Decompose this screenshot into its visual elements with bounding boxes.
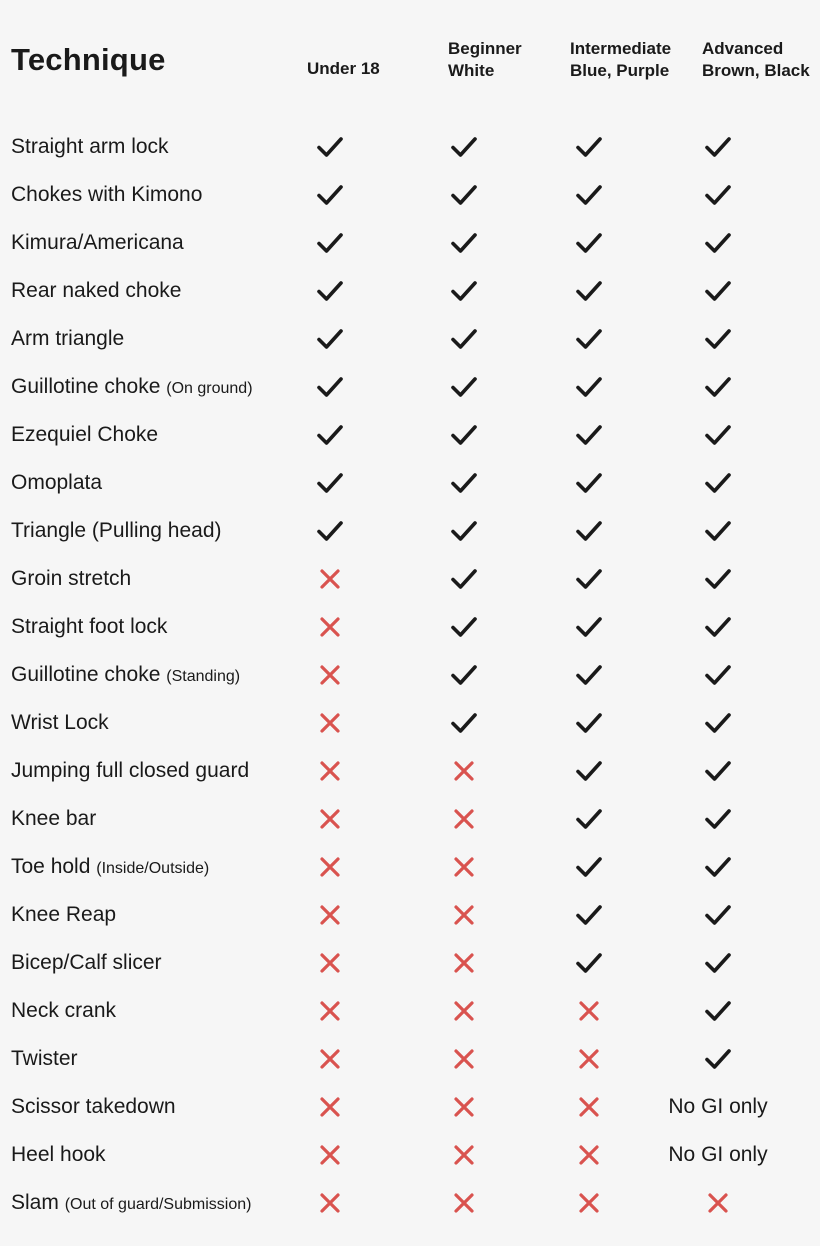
cross-icon [434,987,494,1035]
check-icon [434,171,494,219]
check-icon [300,363,360,411]
cross-icon [559,1179,619,1227]
table-row [0,939,820,987]
technique-label [11,615,167,639]
check-icon [559,171,619,219]
column-header-advanced [702,38,810,82]
check-icon [559,363,619,411]
table-row [0,1131,820,1179]
check-icon [638,891,798,939]
check-icon [434,219,494,267]
check-icon [559,939,619,987]
table-row [0,795,820,843]
cross-icon [434,843,494,891]
technique-name: Wrist Lock [11,711,109,734]
cross-icon [300,1083,360,1131]
technique-label [11,327,124,351]
check-icon [300,219,360,267]
column-header-line: Intermediate [570,39,672,58]
technique-label [11,567,131,591]
table-row [0,699,820,747]
check-icon [638,987,798,1035]
check-icon [300,507,360,555]
check-icon [300,411,360,459]
cross-icon [434,795,494,843]
cell-text [638,1083,798,1131]
check-icon [638,555,798,603]
table-row [0,987,820,1035]
cross-icon [300,747,360,795]
table-row [0,459,820,507]
table-row [0,1179,820,1227]
check-icon [638,315,798,363]
table-row [0,555,820,603]
cross-icon [559,987,619,1035]
check-icon [638,1035,798,1083]
technique-name: Toe hold [11,855,91,878]
table-row [0,603,820,651]
cross-icon [300,699,360,747]
check-icon [638,795,798,843]
technique-name: Kimura/Americana [11,231,184,254]
technique-name: Heel hook [11,1143,106,1166]
check-icon [559,411,619,459]
table-row [0,315,820,363]
check-icon [638,939,798,987]
cross-icon [300,843,360,891]
technique-name: Groin stretch [11,567,132,590]
check-icon [638,363,798,411]
technique-name: Guillotine choke [11,663,161,686]
check-icon [434,123,494,171]
technique-label [11,951,162,975]
cell-text-value: No GI only [668,1095,768,1118]
technique-name: Straight foot lock [11,615,168,638]
cross-icon [300,891,360,939]
check-icon [559,555,619,603]
table-row [0,651,820,699]
cross-icon [434,1083,494,1131]
technique-label [11,1191,251,1215]
check-icon [638,651,798,699]
column-header-line: Brown, Black [702,61,810,80]
technique-name: Knee bar [11,807,97,830]
check-icon [559,219,619,267]
technique-label [11,807,96,831]
technique-label [11,471,102,495]
technique-name: Straight arm lock [11,135,169,158]
check-icon [638,699,798,747]
technique-label [11,1143,106,1167]
technique-label [11,711,109,735]
table-row [0,891,820,939]
technique-label [11,855,209,879]
technique-label [11,1047,78,1071]
check-icon [559,747,619,795]
technique-label [11,903,116,927]
column-header-line: Blue, Purple [570,61,670,80]
cross-icon [559,1131,619,1179]
check-icon [638,411,798,459]
table-row [0,363,820,411]
technique-label [11,423,158,447]
check-icon [300,267,360,315]
table-row [0,219,820,267]
check-icon [638,267,798,315]
technique-note: (Inside/Outside) [96,860,210,877]
check-icon [434,315,494,363]
cross-icon [300,1131,360,1179]
cross-icon [434,891,494,939]
cross-icon [300,987,360,1035]
check-icon [638,843,798,891]
technique-label [11,135,169,159]
technique-name: Knee Reap [11,903,117,926]
table-title: Technique [11,42,166,77]
technique-label [11,999,116,1023]
technique-name: Twister [11,1047,78,1070]
cross-icon [434,1131,494,1179]
technique-name: Slam [11,1191,59,1214]
cross-icon [300,1035,360,1083]
column-header-line: White [448,61,495,80]
cross-icon [434,1035,494,1083]
technique-name: Rear naked choke [11,279,182,302]
technique-name: Triangle (Pulling head) [11,519,222,542]
table-row [0,171,820,219]
check-icon [300,171,360,219]
check-icon [559,891,619,939]
cross-icon [300,603,360,651]
check-icon [638,123,798,171]
check-icon [300,459,360,507]
column-header-line: Advanced [702,39,784,58]
technique-name: Arm triangle [11,327,125,350]
technique-label [11,663,240,687]
cross-icon [559,1083,619,1131]
cross-icon [638,1179,798,1227]
check-icon [434,699,494,747]
check-icon [434,267,494,315]
technique-note: (Standing) [166,668,241,685]
cross-icon [300,1179,360,1227]
check-icon [559,507,619,555]
table-row [0,843,820,891]
technique-label [11,519,222,543]
technique-label [11,375,253,399]
cell-text-value: No GI only [668,1143,768,1166]
column-header-intermediate [570,38,671,82]
technique-label [11,279,181,303]
check-icon [638,603,798,651]
cross-icon [300,795,360,843]
table-row [0,1083,820,1131]
table-row [0,267,820,315]
technique-name: Neck crank [11,999,117,1022]
technique-name: Omoplata [11,471,103,494]
check-icon [559,843,619,891]
cross-icon [300,555,360,603]
cross-icon [300,651,360,699]
check-icon [434,555,494,603]
check-icon [434,411,494,459]
column-header-under-18 [307,58,380,80]
technique-label [11,183,202,207]
check-icon [434,651,494,699]
check-icon [559,795,619,843]
technique-name: Jumping full closed guard [11,759,250,782]
check-icon [434,507,494,555]
check-icon [559,651,619,699]
table-row [0,747,820,795]
check-icon [434,603,494,651]
check-icon [638,747,798,795]
cell-text [638,1131,798,1179]
table-row [0,123,820,171]
technique-name: Bicep/Calf slicer [11,951,162,974]
check-icon [559,315,619,363]
check-icon [559,603,619,651]
technique-name: Scissor takedown [11,1095,176,1118]
check-icon [300,123,360,171]
check-icon [638,507,798,555]
column-header-beginner [448,38,522,82]
check-icon [434,459,494,507]
technique-note: (On ground) [166,380,253,397]
technique-label [11,231,184,255]
technique-label [11,1095,176,1119]
check-icon [559,699,619,747]
cross-icon [559,1035,619,1083]
table-row [0,507,820,555]
technique-name: Guillotine choke [11,375,161,398]
technique-note: (Out of guard/Submission) [64,1196,252,1213]
cross-icon [434,939,494,987]
technique-name: Chokes with Kimono [11,183,203,206]
column-header-line: Under 18 [307,59,380,78]
check-icon [559,123,619,171]
technique-label [11,759,249,783]
cross-icon [434,1179,494,1227]
check-icon [434,363,494,411]
check-icon [559,459,619,507]
table-row [0,1035,820,1083]
check-icon [638,219,798,267]
check-icon [638,459,798,507]
cross-icon [434,747,494,795]
technique-name: Ezequiel Choke [11,423,159,446]
check-icon [559,267,619,315]
cross-icon [300,939,360,987]
check-icon [638,171,798,219]
table-row [0,411,820,459]
check-icon [300,315,360,363]
column-header-line: Beginner [448,39,522,58]
